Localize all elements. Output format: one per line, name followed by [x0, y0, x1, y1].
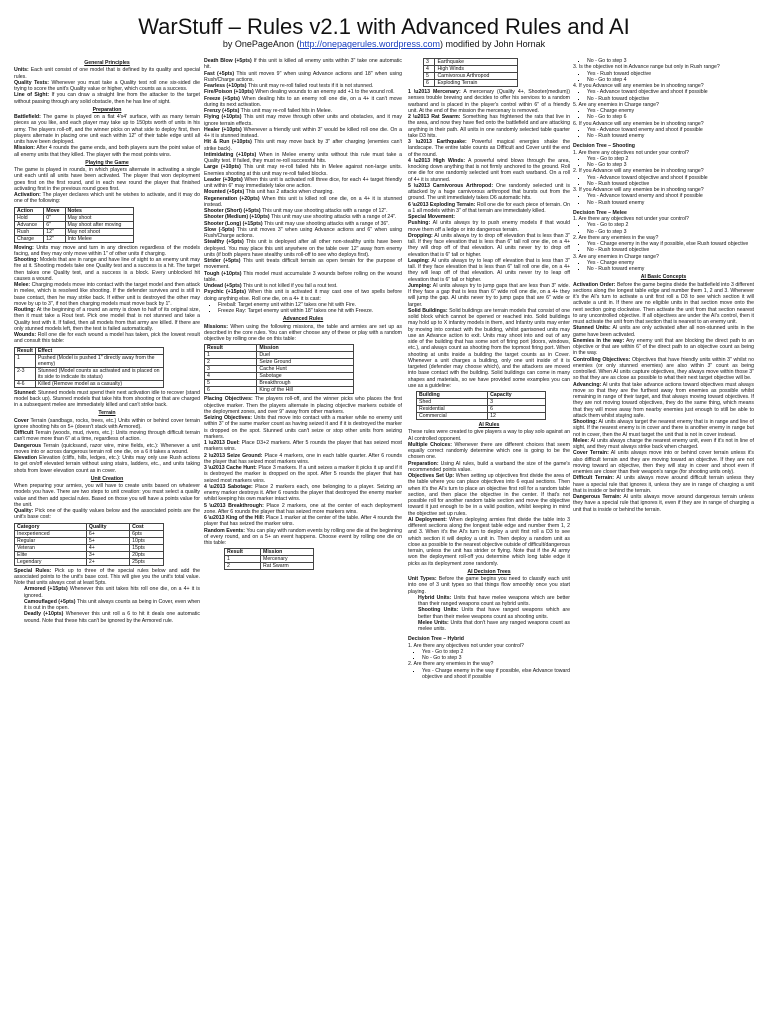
rule-melee: Melee: Charging models move into contact with the target model and then attack in melee, which is resolved like shooting. If the defender survives and is still in base contact, then he may strike back. If either unit is destroyed the other may move by up to 3", if not then charging models must move back by 1". — [14, 282, 200, 307]
rule-ai-melee: Melee: AI units always charge the nearest enemy unit, even if it's not in line of sight, and they must always strike back when charged. — [573, 437, 754, 450]
sr-slow: Slow (-5pts) This unit moves 3" when using Advance actions and 6" when using Rush/Charge actions. — [204, 226, 402, 239]
rule-random-events: Random Events: You can play with random events by rolling one die at the beginning of every round, and on a 5+ an event happens. Choose event by rolling one die on this table: — [204, 527, 402, 546]
table-row: 4-6 Killed (Remove model as a casualty) — [15, 380, 164, 387]
heading-general-principles: General Principles — [84, 60, 130, 66]
actions-table: Action Move Notes Hold 0" May shoot Advance 6" May shoot after moving Rush 12" May not shoot Charge 12" Into Melee — [14, 207, 134, 243]
table-row: Inexperienced 6+ 6pts — [15, 530, 164, 537]
sr-shooter-medium: Shooter (Medium) (+10pts) This unit may use shooting attacks with a range of 24". — [204, 214, 397, 221]
event-mercenary: 1 \u2013 Mercenary: A mercenary (Quality 4+, Shooter(medium)) senses trouble brewing and decides to offer his services to a random warband and is placed in the player's control within 6" of a friendly unit. At the end of the mission the mercenary is removed. — [408, 89, 570, 114]
heading-ai-basic-concepts: AI Basic Concepts — [640, 274, 687, 281]
sr-deadly: Deadly (+10pts) Whenever this unit roll a 6 to hit it deals one automatic wound. Note that these hits can't be ignored by the Armored rule. — [24, 611, 200, 624]
column-2 — [204, 58, 402, 572]
heading-tree-melee: Decision Tree – Melee — [573, 209, 627, 216]
sr-fire-poison: Fire/Poison (+10pts) When dealing wounds to an enemy add +1 to the wound roll. — [204, 89, 395, 96]
table-row: Commercial 12 — [417, 413, 546, 420]
rule-ai-cover: Cover Terrain: AI units always move into or behind cover terrain unless it's also difficult terrain and they are moving toward an objective. If they are not moving toward an objective, then they will stay in cover and shoot even if enemies are closer than their weapon's range (for shooting units only). — [573, 450, 754, 475]
rule-line-of-sight: Line of Sight: If you can draw a straight line from the attacker to the target without passing through any solid obstacle, then he has line of sight. — [14, 92, 200, 105]
rule-cover: Cover Terrain (sandbags, rocks, trees, etc.) Units within or behind cover terrain ignore shooting hits on 5+ (doesn't stack with Armored). — [14, 417, 200, 430]
list-item: ▪ No - Rush toward enemy — [587, 133, 754, 139]
list-item: ▪ No - Rush toward enemy — [587, 266, 754, 272]
table-row: 5 Breakthrough — [205, 380, 354, 387]
list-item: ▪ Yes - Rush toward objective — [587, 71, 754, 77]
heading-tree-shooting: Decision Tree – Shooting — [573, 143, 635, 150]
page-subtitle: by OnePageAnon (http://onepagerules.wordpress.com) modified by John Hornak — [222, 39, 546, 49]
table-row: 2 Seize Ground — [205, 359, 354, 366]
rule-units: Units: Each unit consist of one model that is defined by its quality and special rules. — [14, 67, 200, 80]
rule-ai-activation: Activation Order: Before the game begins divide the battlefield into 3 different sections along the longest table edge and number them 1, 2 and 3. Whenever it's the AI's turn to activate a unit first roll a D3 to see which section it will activate a unit in. If there are no eligible units in that section move onto the next section going clockwise. Then activate the unit from that section nearest to any uncontrolled objective. If all objectives are under the AI's control, then it must activate the unit from that section that is nearest to an enemy unit. — [573, 281, 754, 325]
list-item: ▪ Yes - Advance toward objective and shoot if possible — [587, 175, 754, 181]
table-row: 2 Rat Swarm — [225, 563, 314, 570]
table-row: 5 Carnivorous Arthropod — [424, 73, 518, 80]
rule-playing: The game is played in rounds, in which players alternate in activating a single unit each until all units have been activated. The player that won deployment goes first on the first round, and in each new round the player that finished activating first in the previous round goes first. — [14, 167, 200, 192]
list-item: ▪ Yes - Charge enemy — [587, 108, 754, 114]
rule-mission: Mission: After 4 rounds the game ends, and both players sum the point value of all enemy units that they killed. The player with the most points wins. — [14, 145, 201, 158]
tree-hybrid-continued: ▪ No - Go to step 3 3. Is the objective not in Advance range but only in Rush range? ▪ Yes - Rush toward objective ▪ No - Go to step 4 4. If you Advance will any enemies be in shooting range? ▪ Yes - Advance toward objective and shoot if possible ▪ No - Rush toward objective 5. Are any enemies in Charge range? ▪ Yes - Charge enemy ▪ No - Go to step 6 6. If you Advance will any enemies be in shooting range? ▪ Yes - Advance toward enemy and shoot if possible ▪ No - Rush toward enemy — [573, 58, 754, 139]
table-row: Residential 6 — [417, 406, 546, 413]
event-rat-swarm: 2 \u2013 Rat Swarm: Something has frightened the rats that live in the area, and now they have fled onto the battlefield and are attacking anything in their path. All units in one randomly selected table quarter take D3 hits. — [408, 114, 570, 139]
mission-king-of-the-hill: 6 \u2013 King of the Hill: Place 1 marker at the center of the table. After 4 rounds the player that has seized the marker wins. — [204, 515, 402, 528]
sr-shooter-short: Shooter (Short) (+5pts) This unit may use shooting attacks with a range of 12". — [204, 208, 388, 214]
table-row: 4 High Winds — [424, 66, 518, 73]
sr-tough: Tough (+10pts) This model must accumulate 3 wounds before rolling on the wound table. — [204, 270, 402, 283]
rule-unit-types: Unit Types: Before the game begins you need to classify each unit into one of 3 unit types so that things flow smoothly once you start playing. — [408, 576, 570, 595]
event-earthquake: 3 \u2013 Earthquake: Powerful magical energies shake the landscape. The entire table counts as Difficult and Cover until the end of the round. — [408, 139, 570, 158]
sr-psychic: Psychic (+15pts) When this unit is activated it may cast one of two spells before doing anything else. Roll one die, on a 4+ it is cast: — [204, 289, 402, 302]
rule-leaping: Leaping: AI units always try to leap off elevation that is less than 3" tall. If they face elevation that is less than 6" tall roll one die, on a 4+ they will leap off of that elevation. AI units never try to leap off elevation that is 6" tall or higher. — [408, 257, 571, 283]
column-1 — [14, 58, 200, 624]
rule-ai-intro: These rules were created to give players a way to play solo against an AI controlled opponent. — [408, 429, 570, 442]
sr-intimidating: Intimidating (+10pts) When in Melee enemy units without this rule must take a Quality test. If failed, they must re-roll successful hits. — [204, 151, 403, 164]
heading-playing-the-game: Playing the Game — [85, 159, 129, 166]
rule-activation: Activation: The player declares which unit he wishes to activate, and it may do one of the following: — [14, 192, 200, 205]
rule-ai-stunned: Stunned Units: AI units are only activated after all non-stunned units in the game have been activated. — [573, 325, 755, 338]
sr-flying: Flying (+10pts) This unit may move through other units and obstacles, and it may ignore terrain effects. — [204, 114, 402, 127]
sr-camouflaged: Camouflaged (+5pts) This unit always counts as being in Cover, even when it is out in the open. — [24, 598, 200, 611]
heading-advanced-rules: Advanced Rules — [282, 316, 324, 323]
rule-creation: When preparing your armies, you will have to create units based on whatever models you have. There are two steps to unit creation: you must select a quality value and then add special rules. Based on those you will have a points value for the unit. — [14, 483, 200, 508]
rule-objectives-setup: Objectives Set Up: When setting up objectives first divide the area of the table where you can place objectives into 6 equal sections. Then when it's the AI's turn to place an objective first roll for a random table section, and then place the objective in the center. If that's not possible roll for another random table section and move the objective toward it just enough to be in a valid position, whilst keeping in mind the objective set up rules. — [408, 473, 570, 517]
list-item: ▪ Yes - Charge enemy in the way if possible, else Rush toward objective — [587, 241, 754, 247]
list-item: ▪ No - Rush toward enemy — [587, 200, 754, 206]
rule-dropping: Dropping: AI units always try to drop off elevation that is less than 3" tall. If they face elevation that is less than 6" tall roll one die, on a 4+ they will drop off of that elevation. AI units never try to drop off elevation that is 6" tall or higher. — [408, 232, 571, 258]
type-shooting: Shooting Units: Units that have ranged weapons which are better than their melee weapons count as shooting units. — [418, 607, 570, 620]
sr-hit-run: Hit & Run (+10pts) This unit may move back by 3" after charging (enemies can't strike back). — [204, 139, 402, 152]
sr-frenzy: Frenzy (+5pts) This unit may re-roll failed hits in Melee. — [204, 108, 333, 114]
spell-list — [204, 302, 402, 315]
rule-special-rules: Special Rules: Pick up to three of the special rules below and add the associated points to the unit's base cost. This will give you the unit's total value. Note that units always cost at least 5pts. — [14, 567, 200, 586]
rule-ai-advancing: Advancing: AI units that take advance actions toward objectives must always move so that they are the furthest away from enemies as possible whilst remaining in range of their target, and that always moving toward objectives. If they are not moving toward objectives, they do the same thing, which means that they will move away from nearby enemies just enough to still be able to attack them whilst staying safe. — [573, 381, 754, 419]
tree-melee: 1. Are there any objectives not under your control? ▪ Yes - Go to step 2 ▪ No - Go to step 3 2. Are there any enemies in the way? ▪ Yes - Charge enemy in the way if possible, else Rush toward objective ▪ No - Rush toward objective 3. Are any enemies in Charge range? ▪ Yes - Charge enemy ▪ No - Rush toward enemy — [573, 216, 754, 272]
rule-ai-shooting: Shooting: AI units always target the nearest enemy that is in range and line of sight. If the nearest enemy is in cover and there is another enemy in range but not in cover, then the AI must target the unit that is not in cover instead. — [573, 419, 754, 438]
sr-regeneration: Regeneration (+20pts) When this unit is killed roll one die, on a 4+ it is stunned instead. — [204, 195, 402, 208]
list-item: ▪ Yes - Advance toward objective and shoot if possible — [587, 89, 754, 95]
table-row: 3 Cache Hunt — [205, 366, 354, 373]
type-hybrid: Hybrid Units: Units that have melee weapons which are better than their ranged weapons count as hybrid units. — [418, 594, 570, 607]
table-row: 6 Exploding Terrain — [424, 80, 518, 87]
rule-missions: Missions: When using the following missions, the table and armies are set up as described in the core rules. You can either choose any of these or play with a random objective by rolling one die on this table: — [204, 323, 402, 342]
rule-enemies-in-way: Enemies in the way: Any enemy unit that are blocking the direct path to an objective or that are within 6" of the direct path to an objective count as being in the way. — [573, 337, 755, 357]
mission-seize-ground: 2 \u2013 Seize Ground: Place 4 markers, one in each table quarter. After 6 rounds the player that has seized most markers wins. — [204, 452, 402, 465]
list-item: ▪ No - Rush toward objective — [587, 247, 754, 253]
events-table-continued — [423, 58, 518, 87]
rule-moving: Moving: Units may move and turn in any direction regardless of the models facing, and they may only move within 1" of other units if charging. — [14, 244, 200, 257]
mission-cache-hunt: 3 \u2013 Cache Hunt: Place 3 markers. If a unit seizes a marker it picks it up and if it is destroyed the marker is dropped on the spot. After 5 rounds the player that has seized most markers wins. — [204, 465, 402, 484]
heading-terrain: Terrain — [98, 410, 116, 417]
list-item: ▪ No - Rush toward objective — [587, 96, 754, 102]
sr-undead: Undead (+5pts) This unit is not killed if you fail a rout test. — [204, 283, 338, 289]
list-item: ▪ Yes - Charge enemy in the way if possible, else Advance toward objective and shoot if possible — [422, 668, 570, 681]
sr-strider: Strider (+5pts) This unit treats difficult terrain as open terrain for the purpose of movement. — [204, 258, 402, 271]
mission-sabotage: 4 \u2013 Sabotage: Place 2 markers each, one belonging to a player. Seizing an enemy marker destroys it. After 6 rounds the player that destroyed the enemy marker whilst keeping his own marker intact wins. — [204, 483, 402, 503]
sr-leader: Leader (+30pts) When this unit is activated roll three dice, for each 4+ target friendly unit within 6" may immediately take one action. — [204, 176, 402, 189]
list-item: ▪ No - Go to step 4 — [587, 77, 754, 83]
rule-ai-deployment: AI Deployment: When deploying armies first divide the table into 3 different sections along the longest table edge and number them 1, 2 and 3. When it's the AI's turn to deploy a unit first roll a D3 to see which section it will deploy a unit in. Then deploy a random unit as close as possible to the nearest objective outside of difficult/dangerous terrain, unless the unit has strider or flying. Note that if the AI army won the deployment roll-off you determine which long table edge it picks as its deployment zone randomly. — [408, 516, 570, 567]
heading-unit-creation: Unit Creation — [90, 475, 124, 482]
table-row: Veteran 4+ 15pts — [15, 544, 164, 551]
table-row: 6 King of the Hill — [205, 387, 354, 394]
table-row: 3 Earthquake — [424, 59, 518, 66]
list-item: ▪ No - Rush toward objective — [587, 181, 754, 187]
type-melee: Melee Units: Units that don't have any ranged weapons count as melee units. — [418, 619, 570, 632]
event-carnivorous-arthropod: 5 \u2013 Carnivorous Arthropod: One randomly selected unit is attacked by a huge carnivorous arthropod that bursts out from the ground. The unit immediately takes D6 automatic hits. — [408, 182, 570, 202]
events-table: Result Mission 1 Mercenary 2 Rat Swarm — [224, 548, 314, 570]
rule-routing: Routing: At the beginning of a round an army is down to half of its original size, then it must take a Rout test. Pick one model that is not stunned and take a Quality test with it. If failed, then all models from that army are killed. If there are only stunned models left, then the test is failed automatically. — [14, 307, 200, 332]
table-row: Legendary 2+ 25pts — [15, 558, 164, 565]
missions-table: Result Mission 1 Duel 2 Seize Ground 3 Cache Hunt 4 Sabotage 5 Breakthrough 6 King of the Hill — [204, 344, 354, 394]
sr-healer: Healer (+10pts) Whenever a friendly unit within 3" would be killed roll one die. On a 4+ it is stunned instead. — [204, 126, 402, 139]
rule-difficult: Difficult Terrain (woods, mud, rivers, etc.): Units moving through difficult terrain can't move more than 6" at a time, regardless of action. — [14, 430, 200, 443]
rule-shooting: Shooting: Models that are in range and have line of sight to an enemy unit may fire at it. Shooting models take one Quality test and a success is a hit. The target then takes one Quality test, and a success is a block. Every unblocked hit causes a wound. — [14, 257, 200, 282]
rule-quality: Quality Tests: Whenever you must take a Quality test roll one six-sided die trying to score the unit's Quality value or higher, which counts as a success. — [14, 79, 200, 92]
sr-shooter-long: Shooter (Long) (+15pts) This unit may use shooting attacks with a range of 36". — [204, 220, 390, 227]
page-title: WarStuff – Rules v2.1 with Advanced Rules and AI — [138, 14, 630, 39]
rule-battlefield: Battlefield: The game is played on a flat 4'x4' surface, with as many terrain pieces as you like, and each player may take up to 150pts worth of units in his army. The players roll-off, and the winner picks on what side to deploy first, then players alternate in placing one unit each within 12" of their table edge until all units have been deployed. — [14, 114, 200, 145]
list-item: ▪ Yes - Go to step 2 — [422, 649, 570, 655]
rule-elevation: Elevation Elevation (cliffs, hills, ledges, etc.): Units may only use Rush actions to get on/off elevated terrain without using stairs, ladders, etc., and units taking shots from lower elevation count as in cover. — [14, 455, 200, 474]
list-item: ▪ Yes - Advance toward enemy and shoot if possible — [587, 193, 754, 199]
table-row: Shed 3 — [417, 399, 546, 406]
rule-ai-dangerous: Dangerous Terrain: AI units always move around dangerous terrain unless they have a special rule that ignores it, even if they are in range of charging a unit that is inside or behind the terrain. — [573, 494, 755, 513]
heading-special-movement: Special Movement: — [408, 214, 455, 220]
heading-tree-hybrid: Decision Tree – Hybrid — [408, 636, 464, 643]
list-item: ▪ Yes - Go to step 2 — [587, 156, 754, 162]
table-row: 1 Duel — [205, 352, 354, 359]
sr-freeze: Freeze (+5pts) When dealing hits to an enemy roll one die, on a 4+ it can't move during its next activation. — [204, 95, 402, 108]
sr-large: Large (+10pts) This unit may re-roll failed hits in Melee against non-large units. Enemies shooting at this unit may re-roll failed blocks. — [204, 164, 402, 177]
rule-ai-preparation: Preparation: Using AI rules, build a warband the size of the game's recommended points value. — [408, 460, 570, 473]
sr-fearless: Fearless (+10pts) This unit may re-roll failed rout tests if it is not stunned. — [204, 83, 374, 89]
table-row: Charge 12" Into Melee — [15, 235, 134, 242]
heading-decision-trees: AI Decision Trees — [467, 568, 511, 575]
sr-armored: Armored (+15pts) Whenever this unit takes hits roll one die, on a 4+ it is ignored. — [24, 586, 200, 599]
blog-link[interactable]: http://onepagerules.wordpress.com — [299, 39, 441, 49]
table-row: Elite 3+ 20pts — [15, 551, 164, 558]
rule-wounds: Wounds: Roll one die for each wound a model has taken, pick the lowest result and consult this table: — [14, 332, 200, 345]
table-row: 1 Pushed (Model is pushed 1" directly away from the enemy) — [15, 354, 164, 367]
event-exploding-terrain: 6 \u2013 Exploding Terrain: Roll one die for each piece of terrain. On a 1 all models within 3" of that terrain are immediately killed. — [408, 201, 570, 214]
sr-death-blow: Death Blow (+5pts) If this unit is killed all enemy units within 3" take one automatic hit. — [204, 58, 402, 71]
table-row: Advance 6" May shoot after moving — [15, 221, 134, 228]
heading-ai-rules: AI Rules — [478, 422, 500, 428]
sr-mounted: Mounted (+5pts) This unit has 2 attacks when charging. — [204, 189, 334, 196]
rule-solid-buildings: Solid Buildings: Solid buildings are terrain models that consist of one solid block which cannot be opened or reached into. Solid buildings may hold up to X infantry models in them, and Infantry units may enter by moving into contact with the building, whilst garrisoned units may use an Advance action to exit. Units may shoot into and out of any side of the building that has some sort of firing port (doors, windows, etc.), and always count as shooting from the topmost firing port. When shooting at units inside a building the target counts as in Cover. Whenever a unit charges a building, only one unit inside of it is targeted (defender may choose which), and the attackers are moved into base contact with the building. Solid buildings can come in many shapes and materials, so we have provided some examples you can use as a guideline: — [408, 307, 570, 389]
list-item: ▪ Yes - Advance toward enemy and shoot if possible — [587, 127, 754, 133]
list-item: ▪ No - Go to step 3 — [587, 58, 754, 64]
rule-controlling-objectives: Controlling Objectives: Objectives that have friendly units within 3" whilst no enemies (or only stunned enemies) are also within 3" count as being controlled. When AI units capture objectives, they always move within those 3" so that they are as close as possible to what their next target objective will be. — [573, 356, 754, 382]
rule-jumping: Jumping: AI units always try to jump gaps that are less than 3" wide. If they face a gap that is less than 6" wide roll one die, on a 4+ they will jump the gap. AI units never try to jump gaps that are 6" wide or larger. — [408, 282, 570, 308]
table-row: 2-3 Stunned (Model counts as activated and is placed on its side to indicate its status) — [15, 367, 164, 380]
mission-breakthrough: 5 \u2013 Breakthrough: Place 2 markers, one at the center of each deployment zone. After 6 rounds the player that has seized more markers wins. — [204, 502, 402, 515]
rule-stunned: Stunned: Stunned models must spend their next activation idle to recover (stand model back up). Stunned models that take hits from shooting or that are charged in a subsequent melee are immediately killed and can't strike back. — [14, 389, 200, 408]
tree-shooting: 1. Are there any objectives not under your control? ▪ Yes - Go to step 2 ▪ No - Go to step 3 2. If you Advance will any enemies be in shooting range? ▪ Yes - Advance toward objective and shoot if possible ▪ No - Rush toward objective 3. If you Advance will any enemies be in shooting range? ▪ Yes - Advance toward enemy and shoot if possible ▪ No - Rush toward enemy — [573, 150, 754, 206]
sr-stealthy: Stealthy (+5pts) This unit is deployed after all other non-stealthy units have been deployed. You may place this unit anywhere on the table over 12" away from enemy units (if both players have stealthy units roll-off to see who deploys first). — [204, 239, 402, 258]
column-4 — [573, 58, 754, 513]
list-item: ▪ No - Go to step 3 — [422, 655, 570, 661]
table-row: 1 Mercenary — [225, 556, 314, 563]
table-row: Rush 12" May not shoot — [15, 228, 134, 235]
table-row: Regular 5+ 10pts — [15, 537, 164, 544]
rule-placing-objectives: Placing Objectives: The players roll-off, and the winner picks who places the first objective marker. Then the players alternate in placing objective markers outside of the deployment zones, and over 9" away from other markers. — [204, 396, 402, 415]
heading-preparation: Preparation — [92, 106, 122, 113]
event-high-winds: 4 \u2013 High Winds: A powerful wind blows through the area, knocking down anything that is not firmly anchored to the ground. Roll one die for one randomly selected unit from each warband. On a roll of 4+ it is stunned. — [408, 157, 570, 183]
table-row: 4 Sabotage — [205, 373, 354, 380]
sr-fast: Fast (+5pts) This unit moves 9" when using Advance actions and 18" when using Rush/Charge actions. — [204, 70, 403, 83]
list-item: ▪ Freeze Ray: Target enemy unit within 18" takes one hit with Freeze. — [218, 308, 402, 314]
rule-multiple-choices: Multiple Choices: Whenever there are different choices that seem equally correct randomly determine which one is going to be the chosen one. — [408, 441, 570, 461]
quality-table: Category Quality Cost Inexperienced 6+ 6pts Regular 5+ 10pts Veteran 4+ 15pts Elite 3+ 20pts Legendary 2+ 25pts — [14, 523, 164, 566]
rule-seizing-objectives: Seizing Objectives: Units that move into contact with a marker while no enemy unit within 3" of the same marker count as having seized it and if it is destroyed the marker is dropped on the spot. Stunned units can't seize or stop other units from seizing markers. — [204, 415, 402, 440]
list-item: ▪ No - Go to step 6 — [587, 114, 754, 120]
list-item: ▪ Yes - Charge enemy — [587, 260, 754, 266]
rule-ai-difficult: Difficult Terrain: AI units always move around difficult terrain unless they have a special rule that ignores it, unless they are in range of charging a unit that is inside or behind the terrain. — [573, 475, 754, 494]
list-item: ▪ Yes - Go to step 2 — [587, 222, 754, 228]
tree-hybrid: 1. Are there any objectives not under your control? ▪ Yes - Go to step 2 ▪ No - Go to step 3 2. Are there any enemies in the way? ▪ Yes - Charge enemy in the way if possible, else Advance toward objective and shoot if possible — [408, 643, 570, 681]
list-item: ▪ No - Go to step 3 — [587, 229, 754, 235]
list-item: ▪ Fireball: Target enemy unit within 12" takes one hit with Fire. — [218, 302, 402, 308]
wound-table: Result Effect 1 Pushed (Model is pushed 1" directly away from the enemy) 2-3 Stunned (Model counts as activated and is placed on its side to indicate its status) 4-6 Killed (Remove model as a casualty) — [14, 347, 164, 388]
list-item: ▪ No - Go to step 3 — [587, 162, 754, 168]
column-3 — [408, 58, 570, 680]
rule-dangerous: Dangerous Terrain (quicksand, razor wire, mine fields, etc.): Whenever a unit moves into or across dangerous terrain roll one die, on a 6 it takes a wound. — [14, 442, 200, 455]
buildings-table: Building Capacity Shed 3 Residential 6 Commercial 12 — [416, 391, 546, 420]
table-row: Hold 0" May shoot — [15, 214, 134, 221]
mission-duel: 1 \u2013 Duel: Place D3+2 markers. After 5 rounds the player that has seized most markers wins. — [204, 440, 403, 453]
rule-pushing: Pushing: AI units always try to push enemy models if that would move them off a ledge or into dangerous terrain. — [408, 220, 570, 233]
rule-quality-values: Quality: Pick one of the quality values below and the associated points are the unit's base cost: — [14, 508, 200, 521]
